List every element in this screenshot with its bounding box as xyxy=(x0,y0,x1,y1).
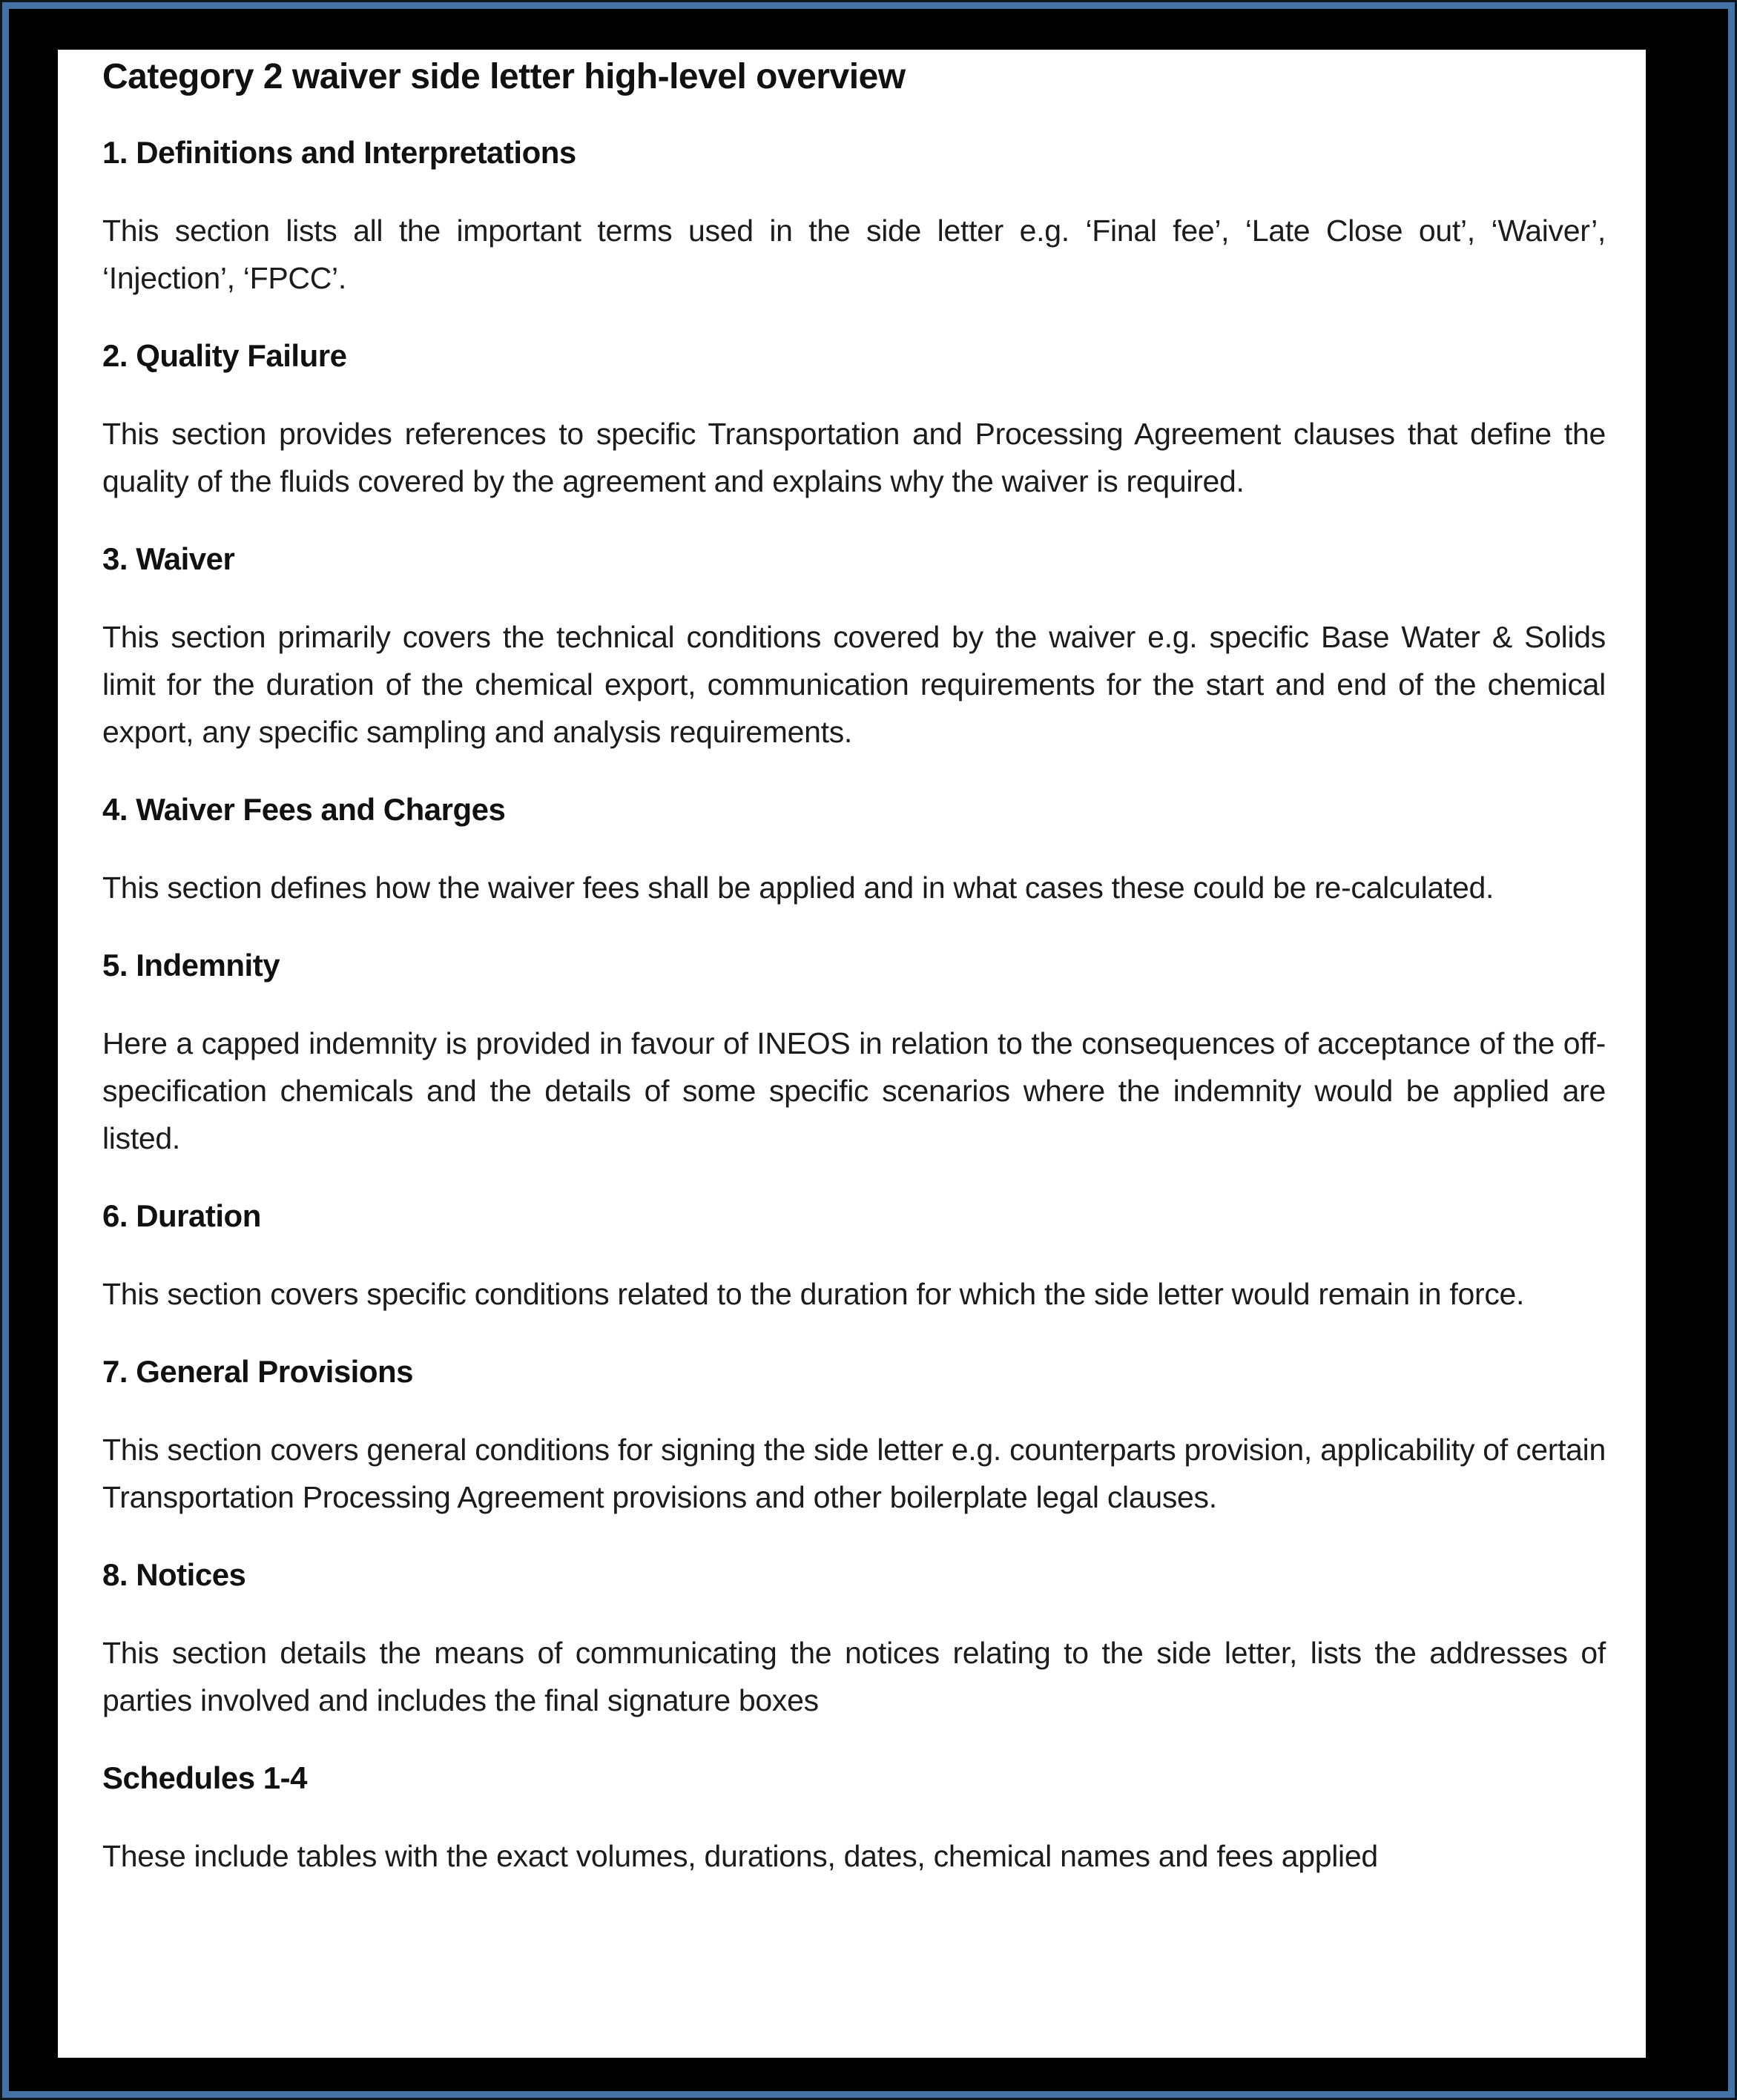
section-heading: Schedules 1-4 xyxy=(102,1760,307,1795)
section-heading: 8. Notices xyxy=(102,1557,246,1592)
section-notices xyxy=(102,1553,1606,1724)
section-quality-failure xyxy=(102,334,1606,505)
section-paragraph: This section covers general conditions for signing the side letter e.g. counterparts provision, applicability of certain Transportation Processing Agreement provisions and other boilerplate legal clauses. xyxy=(102,1433,1606,1514)
section-indemnity xyxy=(102,944,1606,1162)
document-title: Category 2 waiver side letter high-level overview xyxy=(102,57,906,96)
section-paragraph: This section lists all the important terms used in the side letter e.g. ‘Final fee’, ‘Late Close out’, ‘Waiver’, ‘Injection’, ‘FPCC’. xyxy=(102,214,1606,295)
section-heading: 5. Indemnity xyxy=(102,948,280,983)
section-waiver xyxy=(102,538,1606,756)
section-heading: 3. Waiver xyxy=(102,541,235,576)
section-heading: 1. Definitions and Interpretations xyxy=(102,135,576,170)
section-schedules xyxy=(102,1757,1606,1880)
section-paragraph: This section covers specific conditions related to the duration for which the side letter would remain in force. xyxy=(102,1277,1525,1311)
document-page xyxy=(58,50,1646,2058)
section-heading: 2. Quality Failure xyxy=(102,338,347,373)
section-definitions xyxy=(102,131,1606,302)
section-paragraph: Here a capped indemnity is provided in favour of INEOS in relation to the consequences of acceptance of the off-specification chemicals and the details of some specific scenarios where the indemnity would be applied are listed. xyxy=(102,1026,1606,1155)
section-heading: 6. Duration xyxy=(102,1198,261,1233)
section-heading: 4. Waiver Fees and Charges xyxy=(102,792,506,827)
section-waiver-fees-and-charges xyxy=(102,788,1606,911)
section-duration xyxy=(102,1195,1606,1318)
document-frame-border xyxy=(2,2,1735,2098)
section-paragraph: These include tables with the exact volumes, durations, dates, chemical names and fees applied xyxy=(102,1839,1378,1873)
section-heading: 7. General Provisions xyxy=(102,1354,414,1389)
section-paragraph: This section details the means of communicating the notices relating to the side letter, lists the addresses of parties involved and includes the final signature boxes xyxy=(102,1636,1606,1717)
section-paragraph: This section primarily covers the technical conditions covered by the waiver e.g. specific Base Water & Solids limit for the duration of the chemical export, communication requirements for the start and end of the chemical export, any specific sampling and analysis requirements. xyxy=(102,620,1606,749)
section-paragraph: This section defines how the waiver fees shall be applied and in what cases these could be re-calculated. xyxy=(102,871,1494,905)
section-paragraph: This section provides references to specific Transportation and Processing Agreement clauses that define the quality of the fluids covered by the agreement and explains why the waiver is required. xyxy=(102,417,1606,498)
section-general-provisions xyxy=(102,1350,1606,1521)
